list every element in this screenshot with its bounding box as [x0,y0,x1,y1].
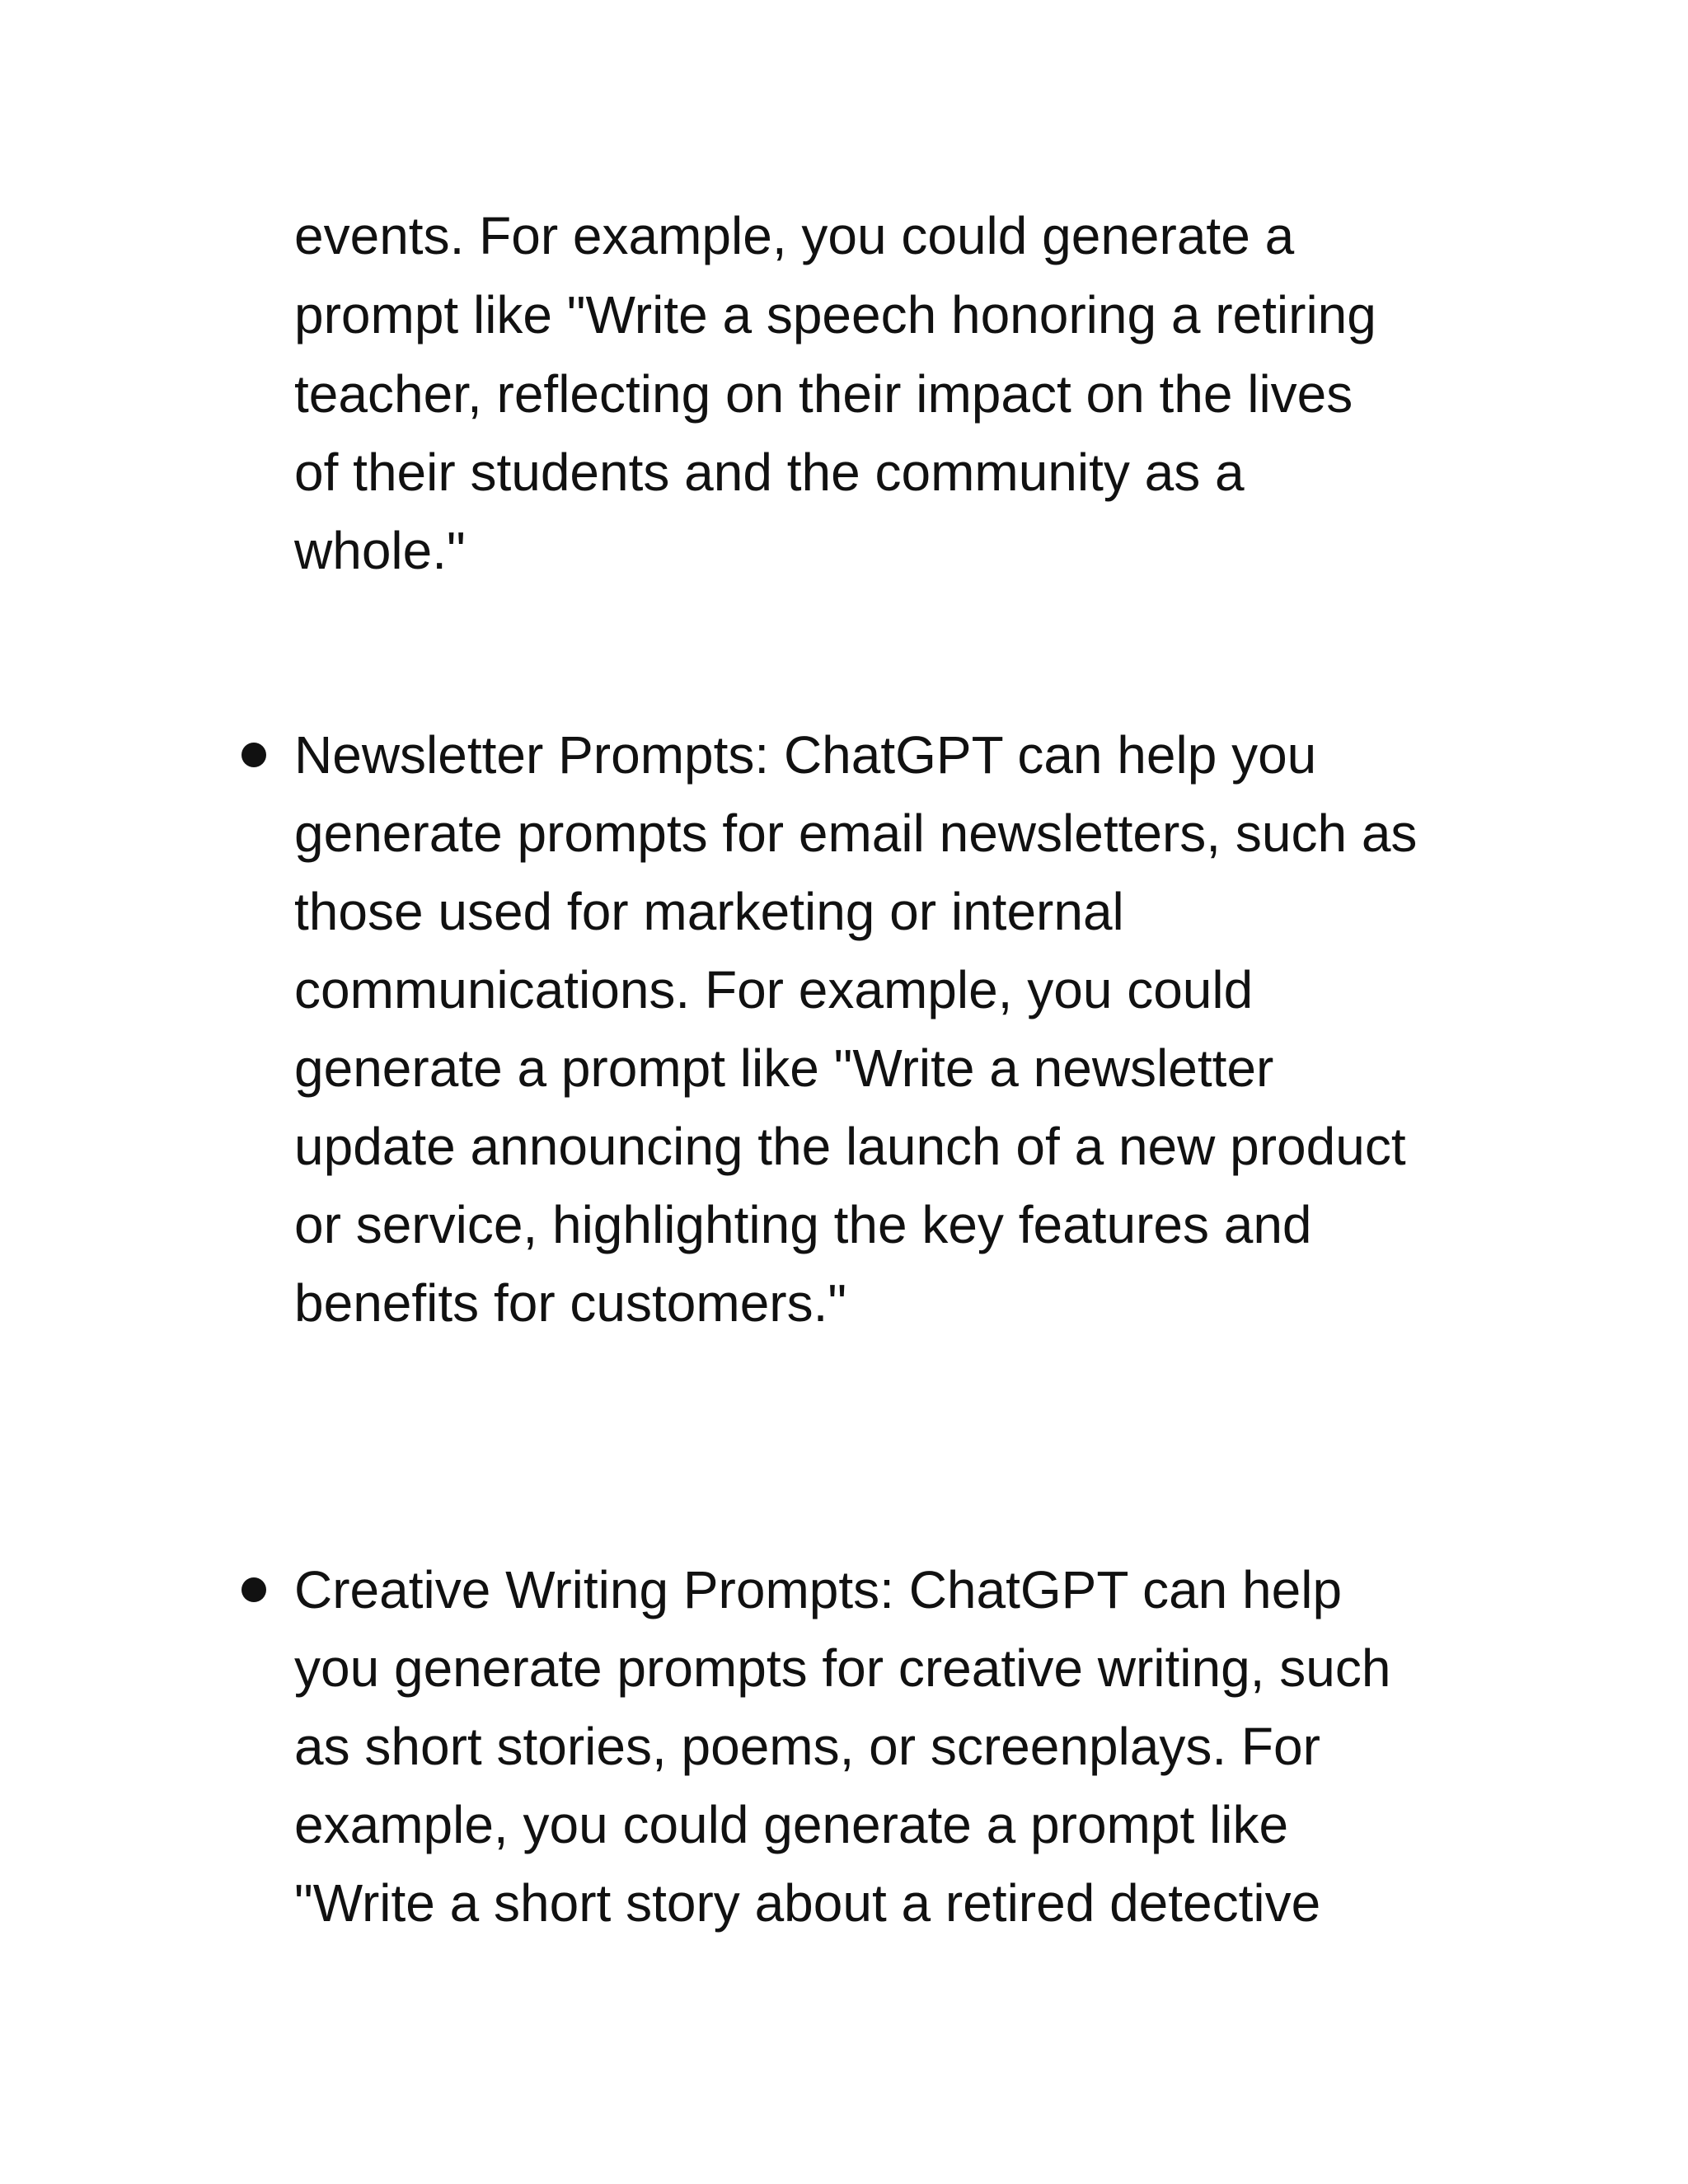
text-line: generate prompts for email newsletters, such as [294,804,1418,863]
text-line: Newsletter Prompts: ChatGPT can help you [294,725,1317,785]
bullet-icon [241,743,266,767]
text-line: whole." [294,521,466,580]
text-line: benefits for customers." [294,1273,847,1333]
text-line: prompt like "Write a speech honoring a retiring [294,285,1376,344]
text-line: you generate prompts for creative writing, such [294,1638,1391,1698]
text-line: Creative Writing Prompts: ChatGPT can help [294,1560,1343,1619]
bullet-icon [241,1577,266,1602]
text-line: update announcing the launch of a new product [294,1117,1406,1176]
text-line: communications. For example, you could [294,960,1254,1019]
text-line: or service, highlighting the key features and [294,1195,1312,1254]
text-line: generate a prompt like "Write a newsletter [294,1038,1274,1098]
text-line: events. For example, you could generate a [294,206,1295,265]
text-line: teacher, reflecting on their impact on the lives [294,364,1353,424]
text-line: those used for marketing or internal [294,882,1124,941]
text-line: of their students and the community as a [294,443,1245,502]
text-line: example, you could generate a prompt like [294,1795,1289,1854]
text-line: as short stories, poems, or screenplays. For [294,1717,1320,1776]
text-line: "Write a short story about a retired detective [294,1873,1321,1933]
